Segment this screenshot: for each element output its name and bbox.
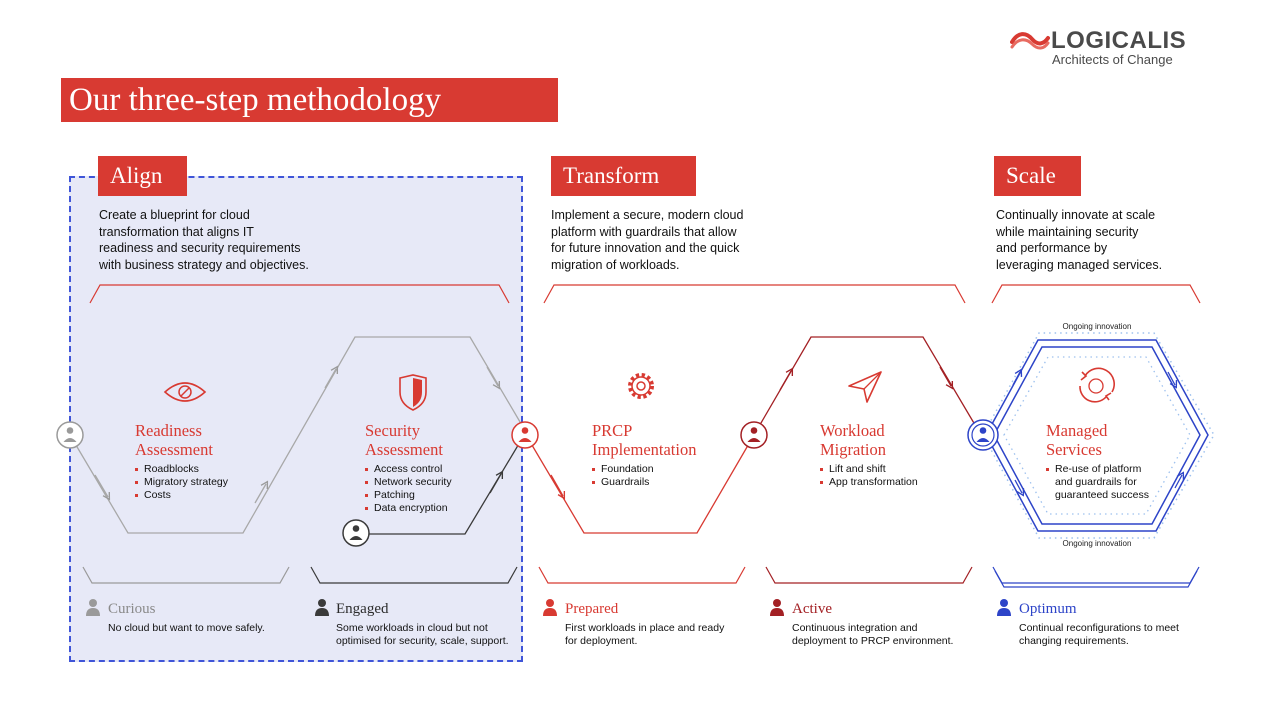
scale-top-bracket [992,285,1200,303]
phase-tag-transform: Transform [551,156,696,196]
curious-legend-person-icon [86,599,100,616]
step-bullets: Access control Network security Patching Data encryption [365,463,515,515]
active-bracket [766,567,972,583]
step-title: Readiness Assessment [135,421,213,459]
step-managed-services [1046,421,1176,502]
level-name: Engaged [336,601,389,617]
logo-name: LOGICALIS [1051,27,1187,54]
level-name: Prepared [565,601,619,617]
step-readiness-assessment [135,421,285,502]
step-bullets: Roadblocks Migratory strategy Costs [135,463,285,502]
active-legend-person-icon [770,599,784,616]
level-active [792,600,992,648]
gear-icon [630,375,652,397]
transform-top-bracket [544,285,965,303]
paper-plane-icon [849,372,881,402]
ongoing-innovation-top: Ongoing innovation [1040,322,1154,331]
align-top-bracket [90,285,509,303]
optimum-bracket [993,567,1199,583]
step-title: Security Assessment [365,421,443,459]
step-title: PRCP Implementation [592,421,697,459]
step-workload-migration [820,421,970,489]
step-prcp-implementation [592,421,742,489]
level-curious [108,600,313,635]
level-name: Active [792,601,832,617]
engaged-legend-person-icon [315,599,329,616]
ongoing-innovation-bottom: Ongoing innovation [1040,539,1154,548]
engaged-bracket [311,567,517,583]
level-name: Curious [108,601,156,617]
phase-description-align: Create a blueprint for cloud transformation that aligns IT readiness and security requirements with business strategy and objectives. [99,208,309,272]
cycle-icon [1080,368,1114,402]
eye-icon [165,383,205,401]
engaged-person-icon [343,520,369,546]
optimum-person-icon [968,420,998,450]
level-description: No cloud but want to move safely. [108,622,265,634]
level-description: Continuous integration and deployment to PRCP environment. [792,622,954,647]
level-description: Some workloads in cloud but not optimised for security, scale, support. [336,622,509,647]
level-description: First workloads in place and ready for deployment. [565,622,725,647]
step-bullets: Lift and shift App transformation [820,463,970,489]
level-engaged [336,600,526,648]
level-prepared [565,600,765,648]
prepared-bracket [539,567,745,583]
step-title: Managed Services [1046,421,1108,459]
prepared-person-icon [512,422,538,448]
active-person-icon [741,422,767,448]
step-security-assessment [365,421,515,515]
phase-description-scale: Continually innovate at scale while maintaining security and performance by leveraging managed services. [996,208,1163,272]
step-title: Workload Migration [820,421,886,459]
optimum-legend-person-icon [997,599,1011,616]
phase-tag-align: Align [98,156,187,196]
level-optimum [1019,600,1219,648]
phase-tag-scale: Scale [994,156,1081,196]
curious-person-icon [57,422,83,448]
step-bullets: Foundation Guardrails [592,463,742,489]
step-bullets: Re-use of platform and guardrails for guaranteed success [1046,463,1176,502]
curious-bracket [83,567,289,583]
phase-description-transform: Implement a secure, modern cloud platform with guardrails that allow for future innovation and the quick migration of workloads. [551,208,744,272]
shield-icon [400,375,426,410]
page-title: Our three-step methodology [61,78,558,122]
logo-tagline: Architects of Change [1052,52,1173,67]
level-name: Optimum [1019,601,1077,617]
prepared-legend-person-icon [543,599,557,616]
level-description: Continual reconfigurations to meet changing requirements. [1019,622,1179,647]
